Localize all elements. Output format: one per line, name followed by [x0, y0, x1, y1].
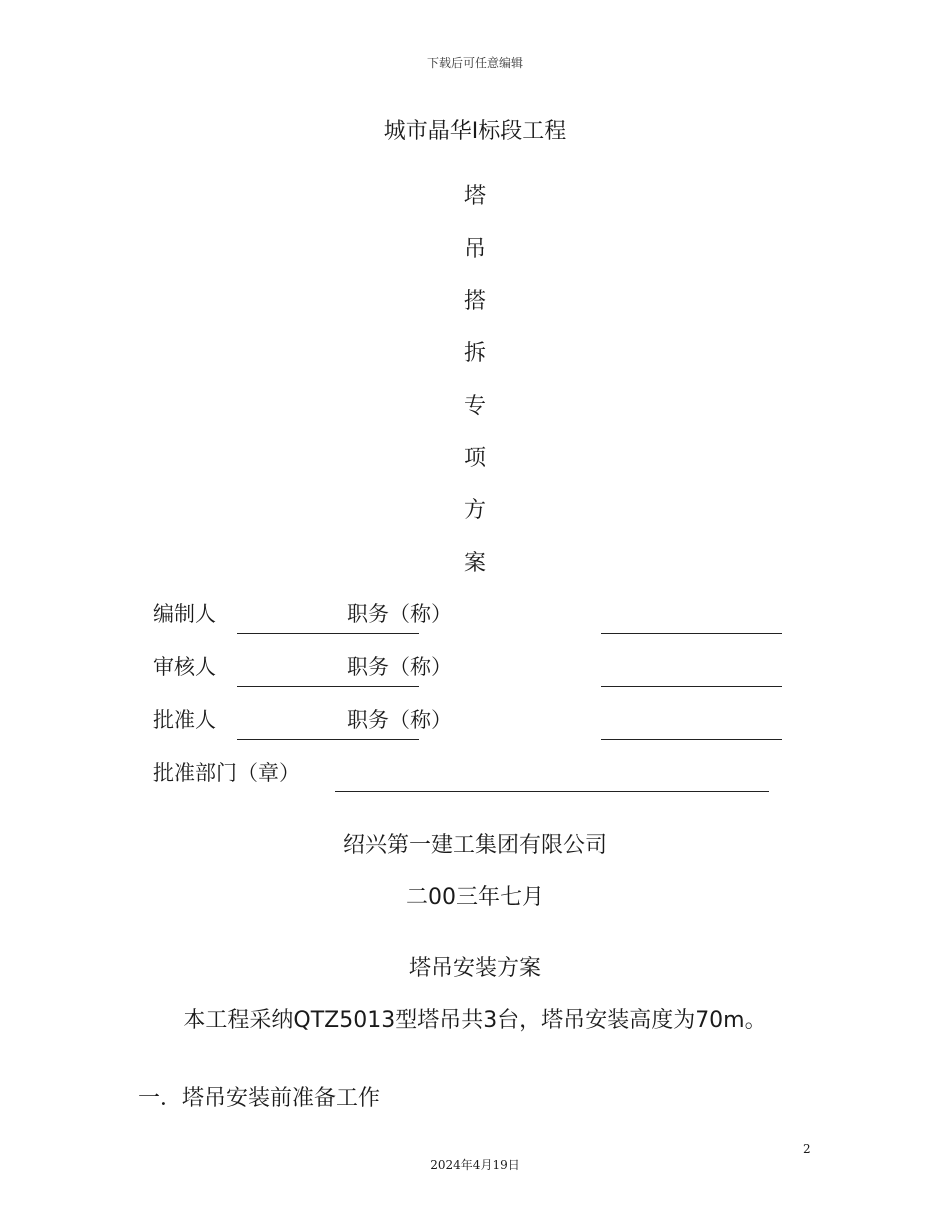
approver-position-label: 职务（称）	[347, 708, 452, 732]
title-char: 拆	[463, 341, 486, 366]
reviewer-position-line	[601, 686, 782, 687]
page-number: 2	[803, 1142, 811, 1156]
compiler-signature-line	[237, 633, 419, 634]
reviewer-signature-line	[237, 686, 419, 687]
title-char: 搭	[463, 289, 486, 314]
compiler-position-line	[601, 633, 782, 634]
intro-paragraph: 本工程采纳QTZ5013型塔吊共3台，塔吊安装高度为70m。	[183, 1008, 767, 1033]
header-note: 下载后可任意编辑	[426, 56, 523, 70]
title-char: 案	[463, 551, 486, 576]
department-label: 批准部门（章）	[153, 761, 300, 785]
title-char: 项	[463, 446, 486, 471]
heading-1: 一．塔吊安装前准备工作	[138, 1086, 381, 1111]
title-char: 专	[463, 394, 486, 419]
approver-label: 批准人	[153, 708, 216, 732]
document-date: 二00三年七月	[406, 885, 544, 910]
department-stamp-line	[335, 791, 769, 792]
title-char: 吊	[463, 237, 486, 262]
project-title: 城市晶华Ⅰ标段工程	[383, 119, 567, 144]
title-char: 方	[463, 498, 486, 523]
compiler-position-label: 职务（称）	[347, 602, 452, 626]
section-title: 塔吊安装方案	[408, 956, 541, 981]
reviewer-position-label: 职务（称）	[347, 655, 452, 679]
company-name: 绍兴第一建工集团有限公司	[342, 833, 607, 858]
footer-date: 2024年4月19日	[430, 1158, 520, 1172]
compiler-label: 编制人	[153, 602, 216, 626]
approver-signature-line	[237, 739, 419, 740]
reviewer-label: 审核人	[153, 655, 216, 679]
title-char: 塔	[463, 184, 486, 209]
approver-position-line	[601, 739, 782, 740]
